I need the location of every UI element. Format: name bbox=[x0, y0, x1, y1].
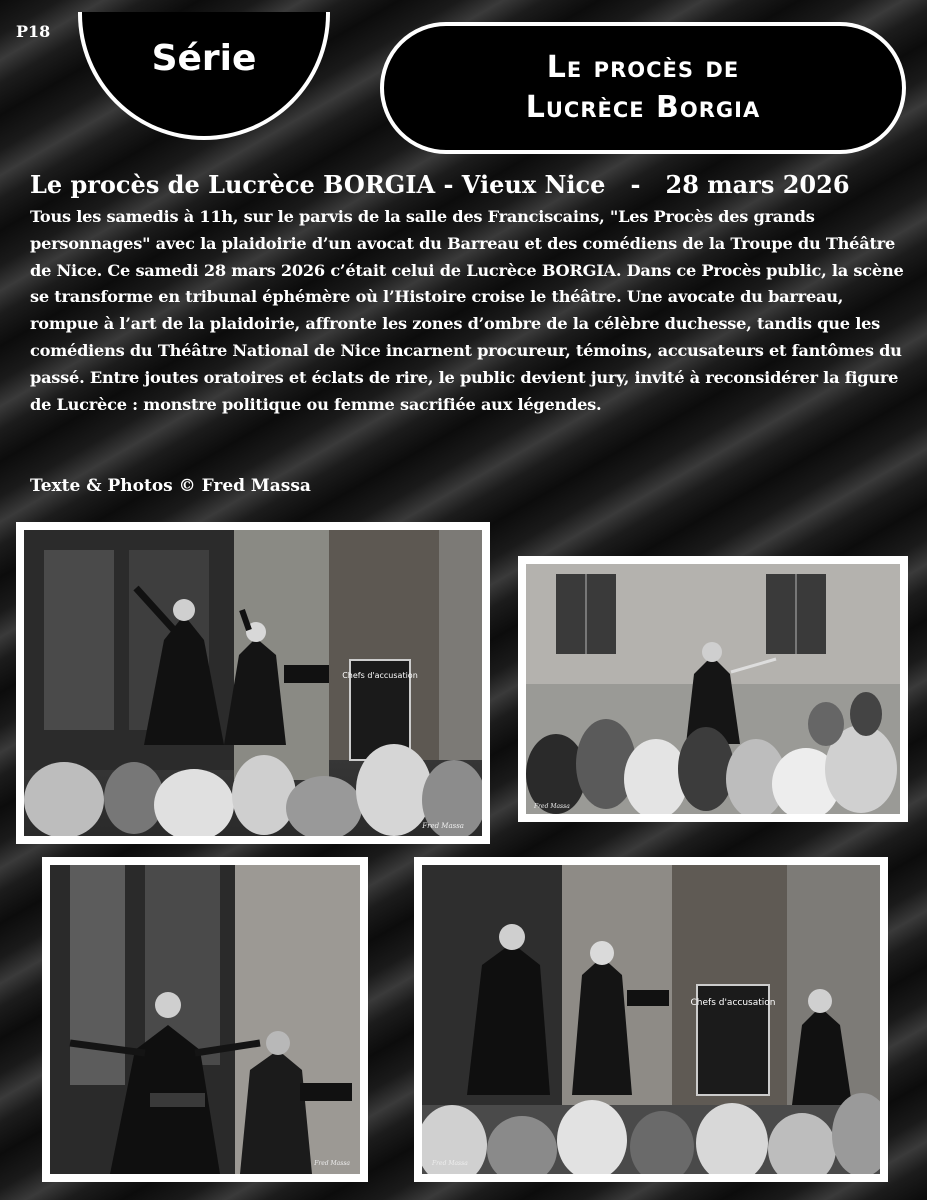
watermark: Fred Massa bbox=[534, 803, 570, 810]
photo-actress-arms-outstretched bbox=[42, 857, 368, 1182]
photo-stage-two-actresses bbox=[16, 522, 490, 844]
sign-text: Chefs d'accusation bbox=[342, 671, 418, 680]
watermark: Fred Massa bbox=[432, 1160, 468, 1167]
page-title: Le procès de Lucrèce Borgia bbox=[525, 50, 761, 125]
watermark: Fred Massa bbox=[422, 822, 464, 830]
article-headline: Le procès de Lucrèce BORGIA - Vieux Nice - 28 mars 2026 bbox=[30, 170, 850, 199]
article-body: Tous les samedis à 11h, sur le parvis de la salle des Franciscains, "Les Procès des grands personnages" avec la plaidoirie d’un avocat du Barreau et des comédiens de la Troupe du Théâtre de Nice. Ce samedi 28 mars 2026 c’était celui de Lucrèce BORGIA. Dans ce Procès public, la scène se transforme en tribunal éphémère où l’Histoire croise le théâtre. Une avocate du barreau, rompue à l’art de la plaidoirie, affronte les zones d’ombre de la célèbre duchesse, tandis que les comédiens du Théâtre National de Nice incarnent procureur, témoins, accusateurs et fantômes du passé. Entre joutes oratoires et éclats de rire, le public devient jury, invité à reconsidérer la figure de Lucrèce : monstre politique ou femme sacrifiée aux légendes. bbox=[30, 207, 904, 414]
photo-audience-microphone bbox=[518, 556, 908, 822]
sign-text: Chefs d'accusation bbox=[690, 998, 776, 1008]
title-box bbox=[380, 22, 906, 154]
page-number: P18 bbox=[16, 22, 51, 41]
watermark: Fred Massa bbox=[314, 1160, 350, 1167]
photo-three-performers bbox=[414, 857, 888, 1182]
section-label: Série bbox=[151, 38, 257, 79]
photo-credit: Texte & Photos © Fred Massa bbox=[30, 476, 311, 496]
